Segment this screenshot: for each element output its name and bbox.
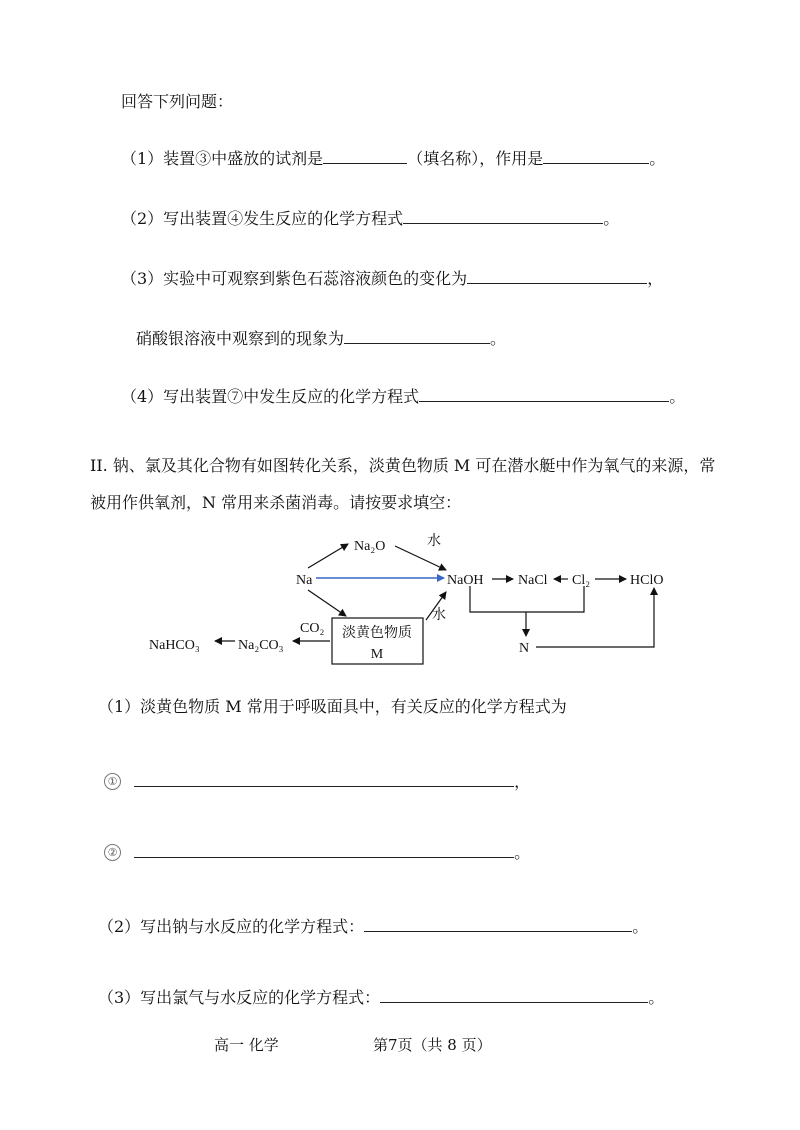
footer-page: 第7页（共 8 页） — [373, 1036, 492, 1054]
arrow-na-m — [308, 590, 346, 616]
node-nahco3: NaHCO₃ — [149, 638, 200, 653]
question-3 — [121, 269, 663, 289]
label-water-2: 水 — [432, 607, 446, 623]
question-1 — [121, 149, 665, 169]
box-label-line1: 淡黄色物质 — [342, 625, 412, 641]
node-naoh: NaOH — [447, 573, 484, 588]
box-label-line2: M — [370, 647, 384, 662]
question-2 — [121, 209, 619, 229]
label-co2: CO₂ — [300, 621, 325, 636]
p2-end: 。 — [632, 917, 649, 936]
label-water-1: 水 — [427, 533, 441, 549]
p3-blank[interactable] — [380, 988, 648, 1003]
q1-mid: （填名称），作用是 — [407, 149, 544, 168]
p1-text: （1）淡黄色物质 M 常用于呼吸面具中，有关反应的化学方程式为 — [98, 697, 567, 716]
footer-left: 高一 化学 — [214, 1036, 279, 1054]
node-hclo: HClO — [630, 573, 664, 588]
q1-blank-purpose[interactable] — [543, 149, 649, 164]
q4-end: 。 — [669, 387, 686, 406]
p1-eq-1 — [104, 772, 530, 792]
node-na2co3: Na₂CO₃ — [238, 638, 284, 653]
p2-line — [98, 917, 648, 937]
conversion-diagram — [140, 528, 700, 668]
circled-one: ① — [104, 773, 121, 790]
p3-end: 。 — [648, 988, 665, 1007]
node-na: Na — [296, 573, 313, 588]
question-3-line-2 — [136, 329, 506, 349]
p1-end2: 。 — [514, 843, 531, 862]
node-cl2: Cl₂ — [572, 573, 591, 588]
q2-prefix: （2）写出装置④发生反应的化学方程式 — [121, 209, 404, 228]
section2-line1: II. 钠、氯及其化合物有如图转化关系，淡黄色物质 M 可在潜水艇中作为氧气的来源，常 — [90, 456, 716, 475]
intro-text: 回答下列问题： — [121, 92, 234, 111]
arrow-n-hclo — [536, 588, 654, 647]
p2-prefix: （2）写出钠与水反应的化学方程式： — [98, 917, 365, 936]
p1-blank-2[interactable] — [134, 843, 514, 858]
node-nacl: NaCl — [518, 573, 548, 588]
q2-blank[interactable] — [403, 209, 603, 224]
q4-prefix: （4）写出装置⑦中发生反应的化学方程式 — [121, 387, 420, 406]
arrow-na2o-naoh — [395, 546, 446, 570]
circled-two: ② — [104, 844, 121, 861]
node-n: N — [519, 641, 530, 656]
q3-end: ， — [647, 269, 664, 288]
question-4 — [121, 387, 685, 407]
p1-end1: ， — [514, 772, 531, 791]
node-na2o: Na₂O — [354, 539, 386, 554]
p3-prefix: （3）写出氯气与水反应的化学方程式： — [98, 988, 381, 1007]
bracket-to-n — [470, 586, 584, 612]
p3-line — [98, 988, 664, 1008]
q3-prefix: （3）实验中可观察到紫色石蕊溶液颜色的变化为 — [121, 269, 468, 288]
p1-blank-1[interactable] — [134, 772, 514, 787]
q4-blank[interactable] — [419, 387, 669, 402]
q2-end: 。 — [603, 209, 620, 228]
q3-blank-silver[interactable] — [344, 329, 490, 344]
p1-eq-2 — [104, 843, 530, 863]
p2-blank[interactable] — [364, 917, 632, 932]
q1-blank-reagent[interactable] — [323, 149, 407, 164]
q1-prefix: （1）装置③中盛放的试剂是 — [121, 149, 324, 168]
arrow-na-na2o — [308, 544, 348, 568]
q3-line2: 硝酸银溶液中观察到的现象为 — [136, 329, 345, 348]
q1-end: 。 — [649, 149, 666, 168]
q3-blank-color[interactable] — [467, 269, 647, 284]
q3-end2: 。 — [490, 329, 507, 348]
section2-line2: 被用作供氧剂，N 常用来杀菌消毒。请按要求填空： — [90, 493, 462, 512]
